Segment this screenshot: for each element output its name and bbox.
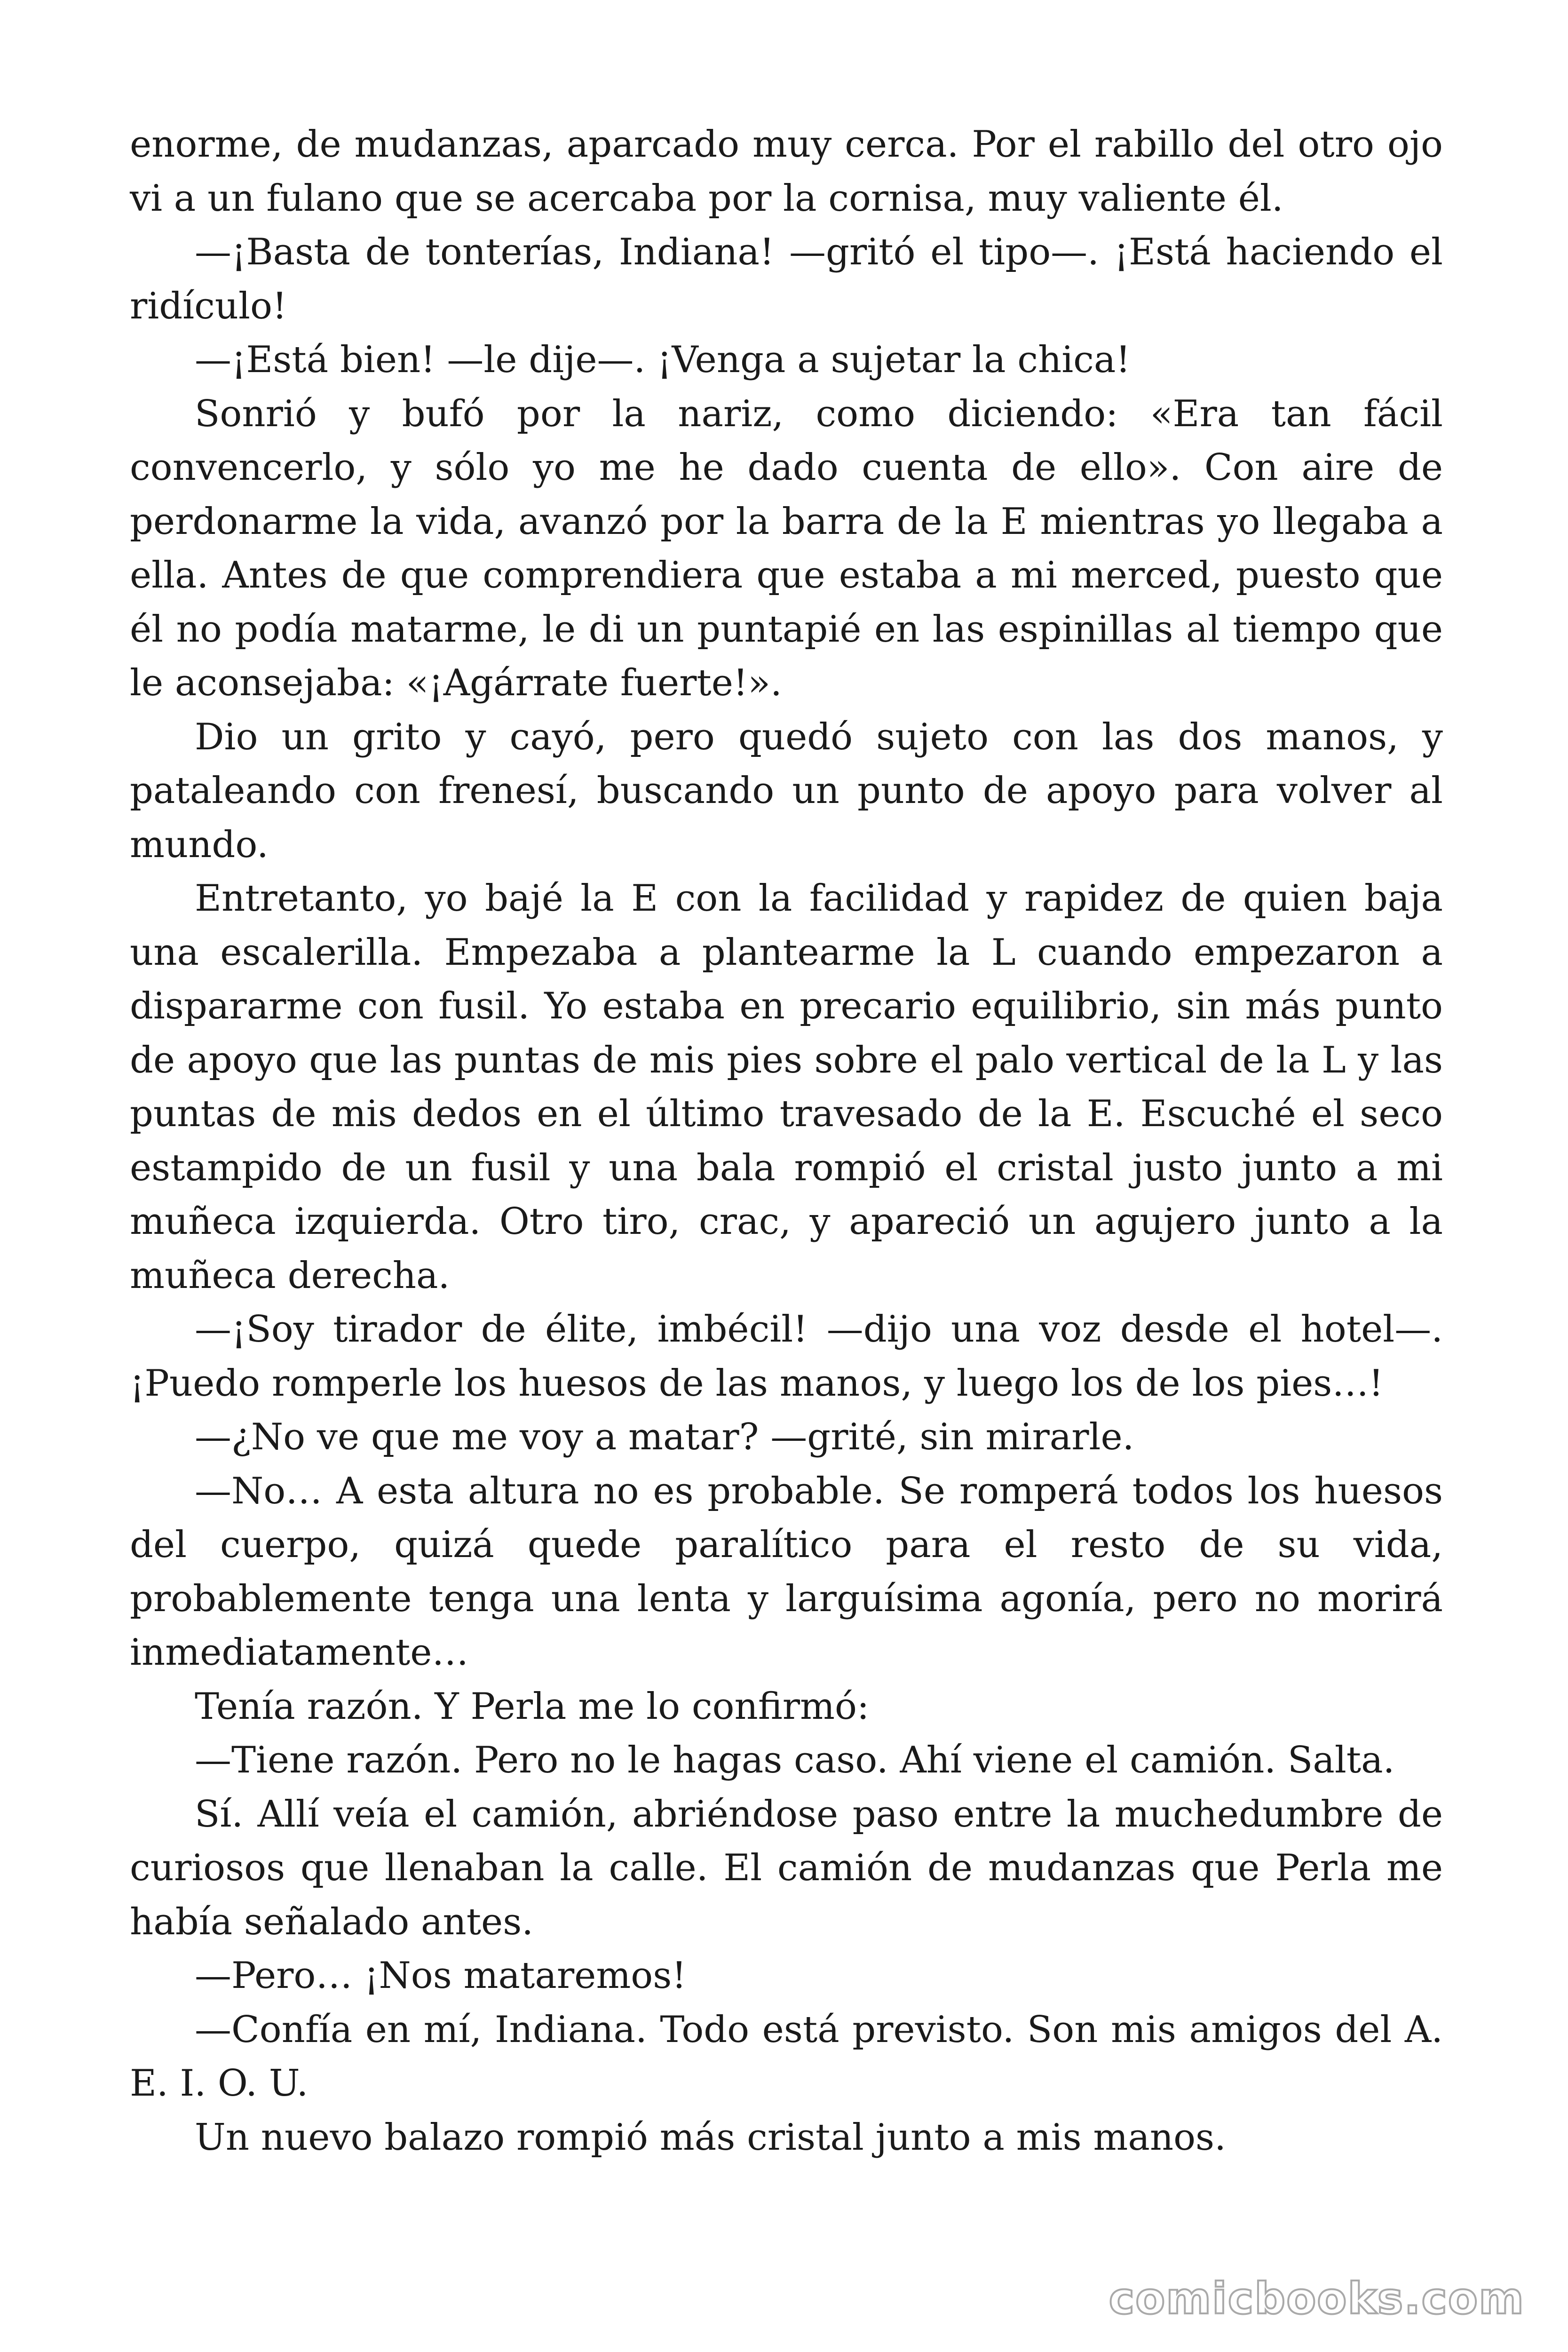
watermark: comicbooks.com — [1109, 2273, 1525, 2324]
body-text — [130, 118, 1443, 2164]
paragraph-6: Entretanto, yo bajé la E con la facilidad y rapidez de quien baja una escalerilla. Empezaba a plantearme la L cuando empezaron a dispararme con fusil. Yo estaba en precario equilibrio, sin más punto de apoyo que las puntas de mis pies sobre el palo vertical de la L y las puntas de mis dedos en el último travesado de la E. Escuché el seco estampido de un fusil y una bala rompió el cristal justo junto a mi muñeca izquierda. Otro tiro, crac, y apareció un agujero junto a la muñeca derecha. — [130, 877, 1443, 1297]
paragraph-14: —Confía en mí, Indiana. Todo está previsto. Son mis amigos del A. E. I. O. U. — [130, 2008, 1443, 2105]
paragraph-1: enorme, de mudanzas, aparcado muy cerca. Por el rabillo del otro ojo vi a un fulano que se acercaba por la cornisa, muy valiente él. — [130, 123, 1443, 220]
paragraph-3: —¡Está bien! —le dije—. ¡Venga a sujetar la chica! — [195, 339, 1131, 381]
paragraph-5: Dio un grito y cayó, pero quedó sujeto con las dos manos, y pataleando con frenesí, buscando un punto de apoyo para volver al mundo. — [130, 715, 1443, 866]
paragraph-10: Tenía razón. Y Perla me lo confirmó: — [195, 1685, 870, 1728]
paragraph-13: —Pero… ¡Nos mataremos! — [195, 1955, 687, 1997]
paragraph-7: —¡Soy tirador de élite, imbécil! —dijo una voz desde el hotel—. ¡Puedo romperle los huesos de las manos, y luego los de los pies…! — [130, 1308, 1443, 1405]
paragraph-9: —No… A esta altura no es probable. Se romperá todos los huesos del cuerpo, quizá quede paralítico para el resto de su vida, probablemente tenga una lenta y larguísima agonía, pero no morirá inmediatamente… — [130, 1470, 1443, 1674]
paragraph-4: Sonrió y bufó por la nariz, como diciendo: «Era tan fácil convencerlo, y sólo yo me he dado cuenta de ello». Con aire de perdonarme la vida, avanzó por la barra de la E mientras yo llegaba a ella. Antes de que comprendiera que estaba a mi merced, puesto que él no podía matarme, le di un puntapié en las espinillas al tiempo que le aconsejaba: «¡Agárrate fuerte!». — [130, 392, 1443, 704]
paragraph-11: —Tiene razón. Pero no le hagas caso. Ahí viene el camión. Salta. — [195, 1739, 1395, 1781]
paragraph-15: Un nuevo balazo rompió más cristal junto a mis manos. — [195, 2116, 1226, 2159]
paragraph-2: —¡Basta de tonterías, Indiana! —gritó el tipo—. ¡Está haciendo el ridículo! — [130, 231, 1443, 327]
paragraph-8: —¿No ve que me voy a matar? —grité, sin mirarle. — [195, 1416, 1134, 1458]
paragraph-12: Sí. Allí veía el camión, abriéndose paso entre la muchedumbre de curiosos que llenaban la calle. El camión de mudanzas que Perla me había señalado antes. — [130, 1793, 1443, 1943]
